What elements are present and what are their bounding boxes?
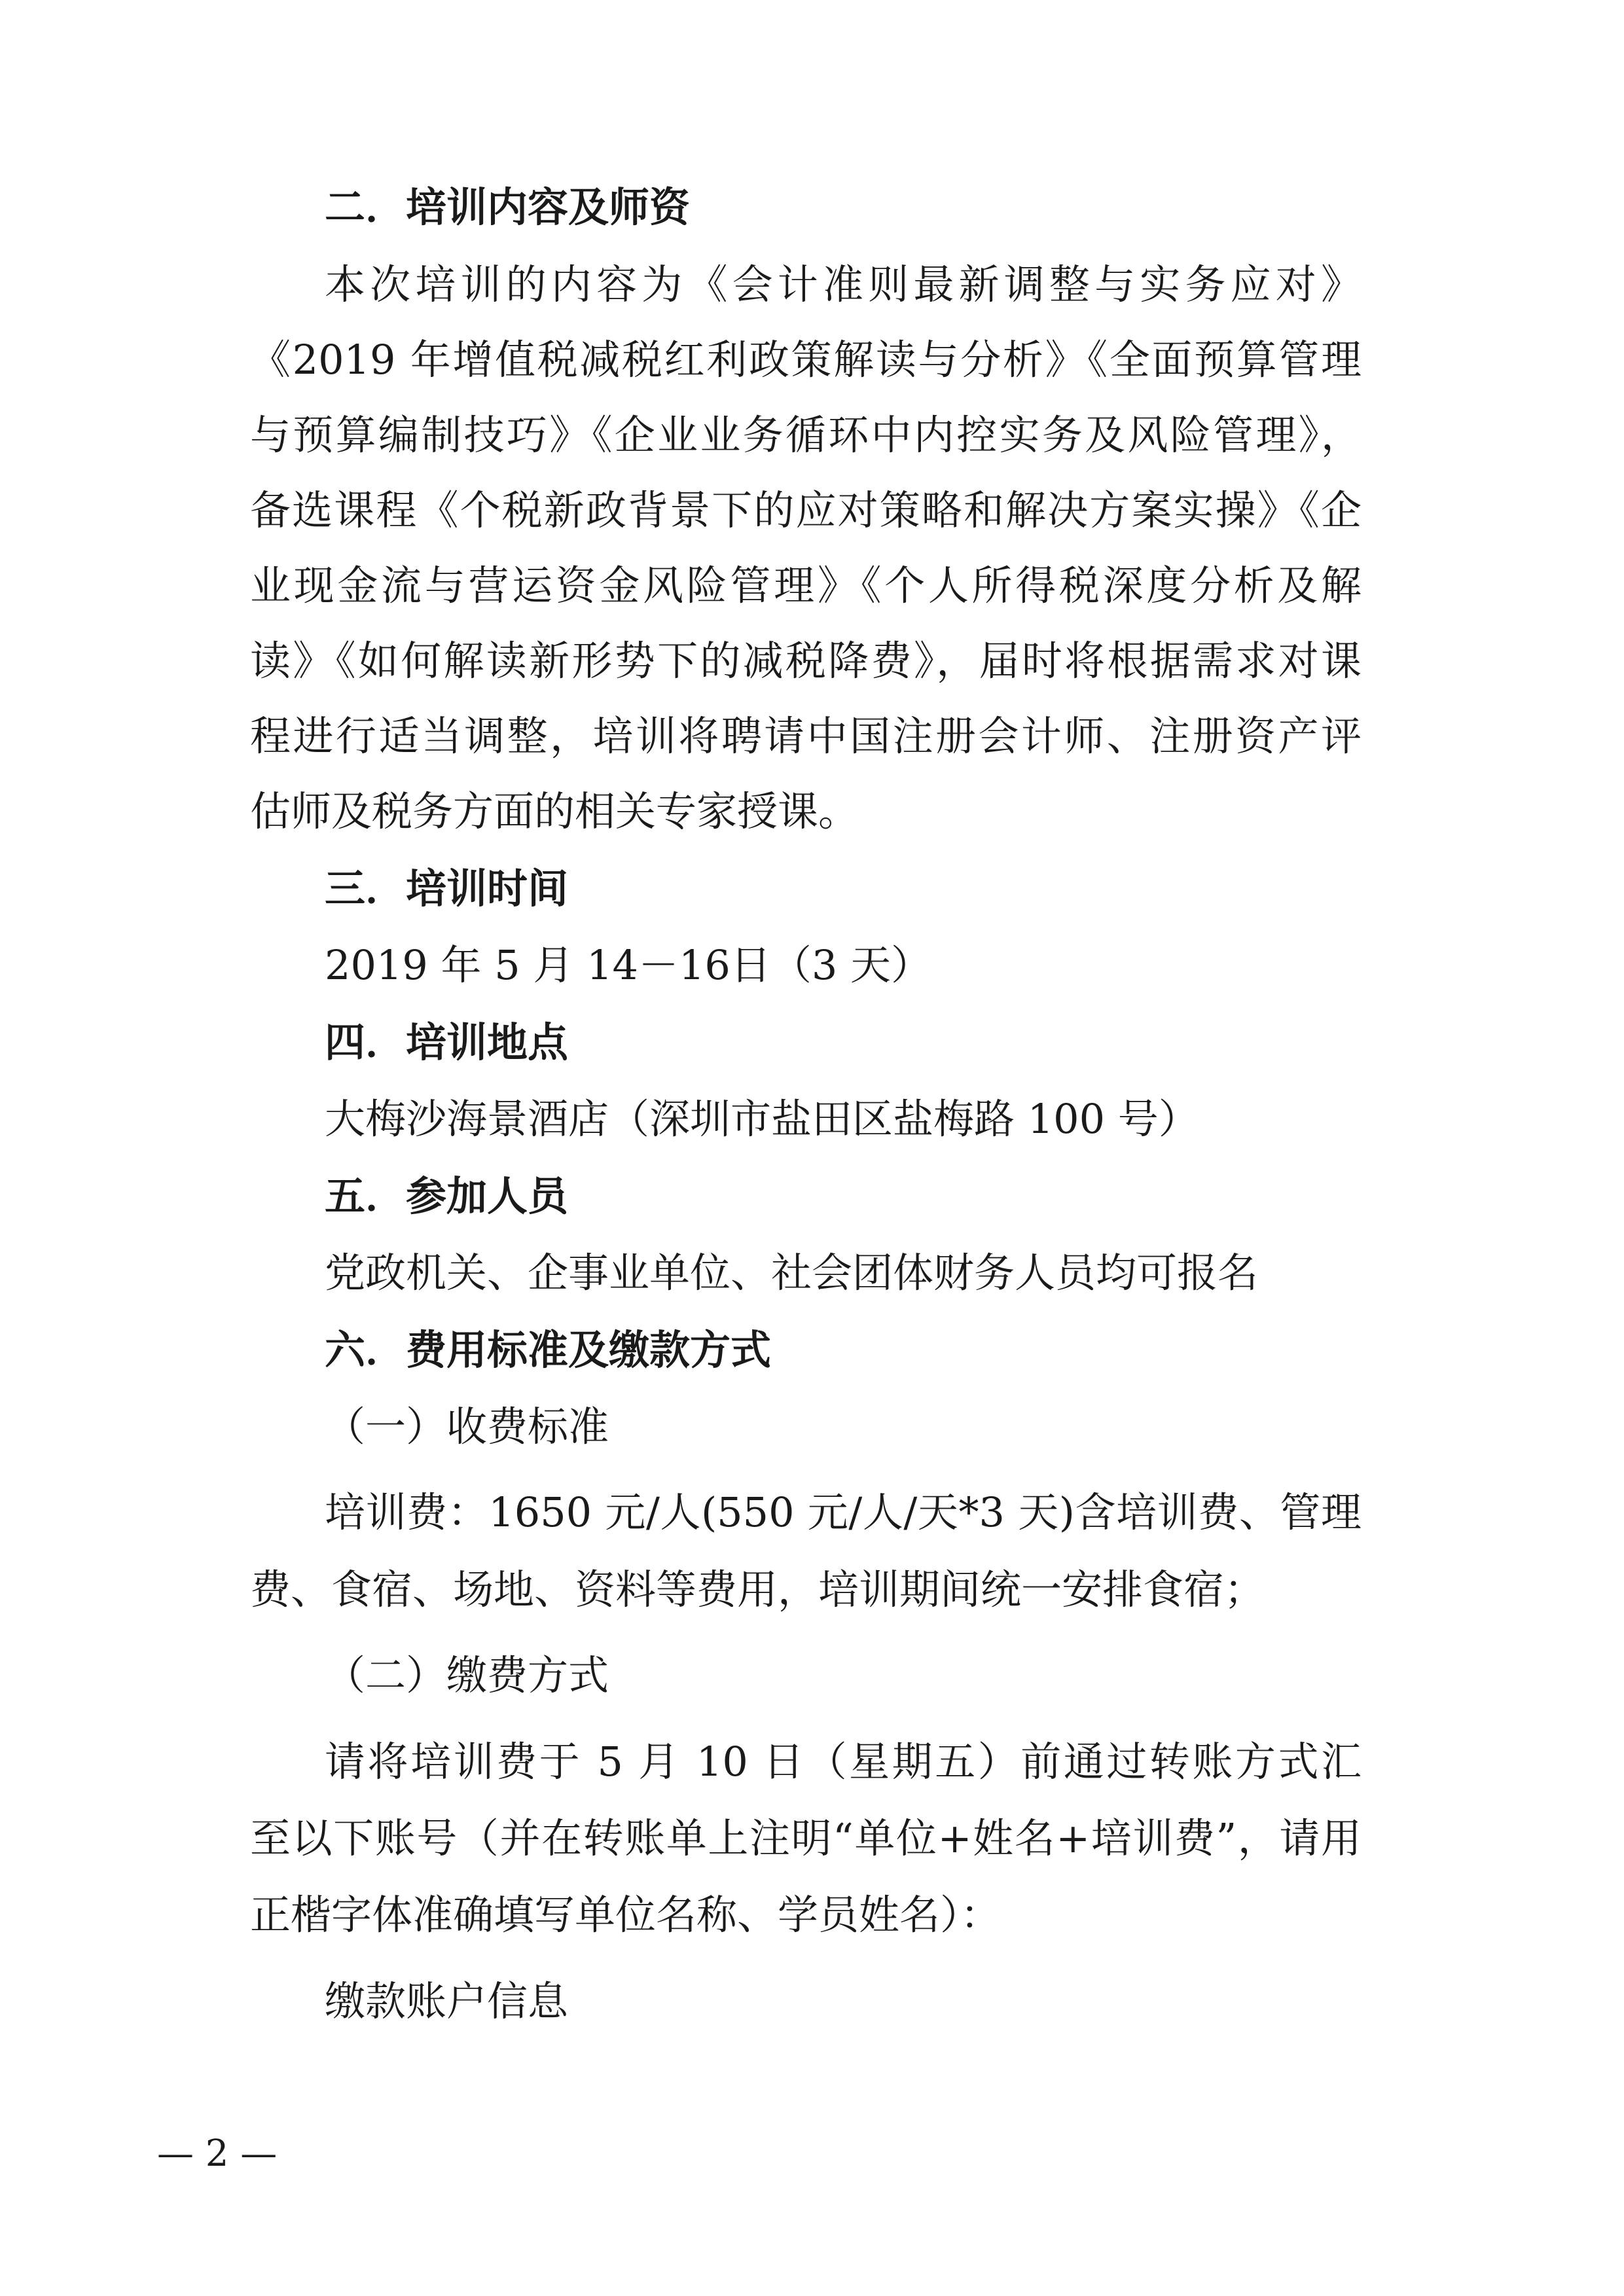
participants: 党政机关、企事业单位、社会团体财务人员均可报名 xyxy=(325,1249,1259,1297)
page-number: — 2 — xyxy=(157,2132,278,2175)
section-2-line-1: 本次培训的内容为《会计准则最新调整与实务应对》 xyxy=(325,260,1362,308)
training-time: 2019 年 5 月 14－16日（3 天） xyxy=(325,941,932,989)
training-location: 大梅沙海景酒店（深圳市盐田区盐梅路 100 号） xyxy=(325,1095,1199,1143)
payment-method-subtitle: （二）缴费方式 xyxy=(325,1651,609,1699)
section-2-line-5: 业现金流与营运资金风险管理》《个人所得税深度分析及解 xyxy=(250,562,1362,609)
fee-standard-subtitle: （一）收费标准 xyxy=(325,1403,609,1450)
section-2-heading: 二．培训内容及师资 xyxy=(325,183,691,231)
payment-line-3: 正楷字体准确填写单位名称、学员姓名）： xyxy=(250,1891,1001,1939)
section-3-heading: 三．培训时间 xyxy=(325,865,569,912)
section-6-heading: 六．费用标准及缴款方式 xyxy=(325,1326,772,1374)
section-2-line-8: 估师及税务方面的相关专家授课。 xyxy=(250,787,859,835)
section-2-line-4: 备选课程《个税新政背景下的应对策略和解决方案实操》《企 xyxy=(250,486,1362,534)
fee-line-2: 费、食宿、场地、资料等费用，培训期间统一安排食宿； xyxy=(250,1566,1265,1613)
payment-line-2: 至以下账号（并在转账单上注明“单位+姓名+培训费”，请用 xyxy=(250,1814,1362,1862)
section-2-line-3: 与预算编制技巧》《企业业务循环中内控实务及风险管理》， xyxy=(250,411,1362,459)
account-info-label: 缴款账户信息 xyxy=(325,1977,569,2025)
section-5-heading: 五．参加人员 xyxy=(325,1172,569,1220)
payment-line-1: 请将培训费于 5 月 10 日（星期五）前通过转账方式汇 xyxy=(325,1738,1362,1785)
section-4-heading: 四．培训地点 xyxy=(325,1018,569,1066)
fee-line-1: 培训费：1650 元/人(550 元/人/天*3 天)含培训费、管理 xyxy=(325,1488,1362,1536)
section-2-line-2: 《2019 年增值税减税红利政策解读与分析》《全面预算管理 xyxy=(250,336,1362,384)
section-2-line-6: 读》《如何解读新形势下的减税降费》，届时将根据需求对课 xyxy=(250,637,1362,685)
section-2-line-7: 程进行适当调整，培训将聘请中国注册会计师、注册资产评 xyxy=(250,712,1362,760)
